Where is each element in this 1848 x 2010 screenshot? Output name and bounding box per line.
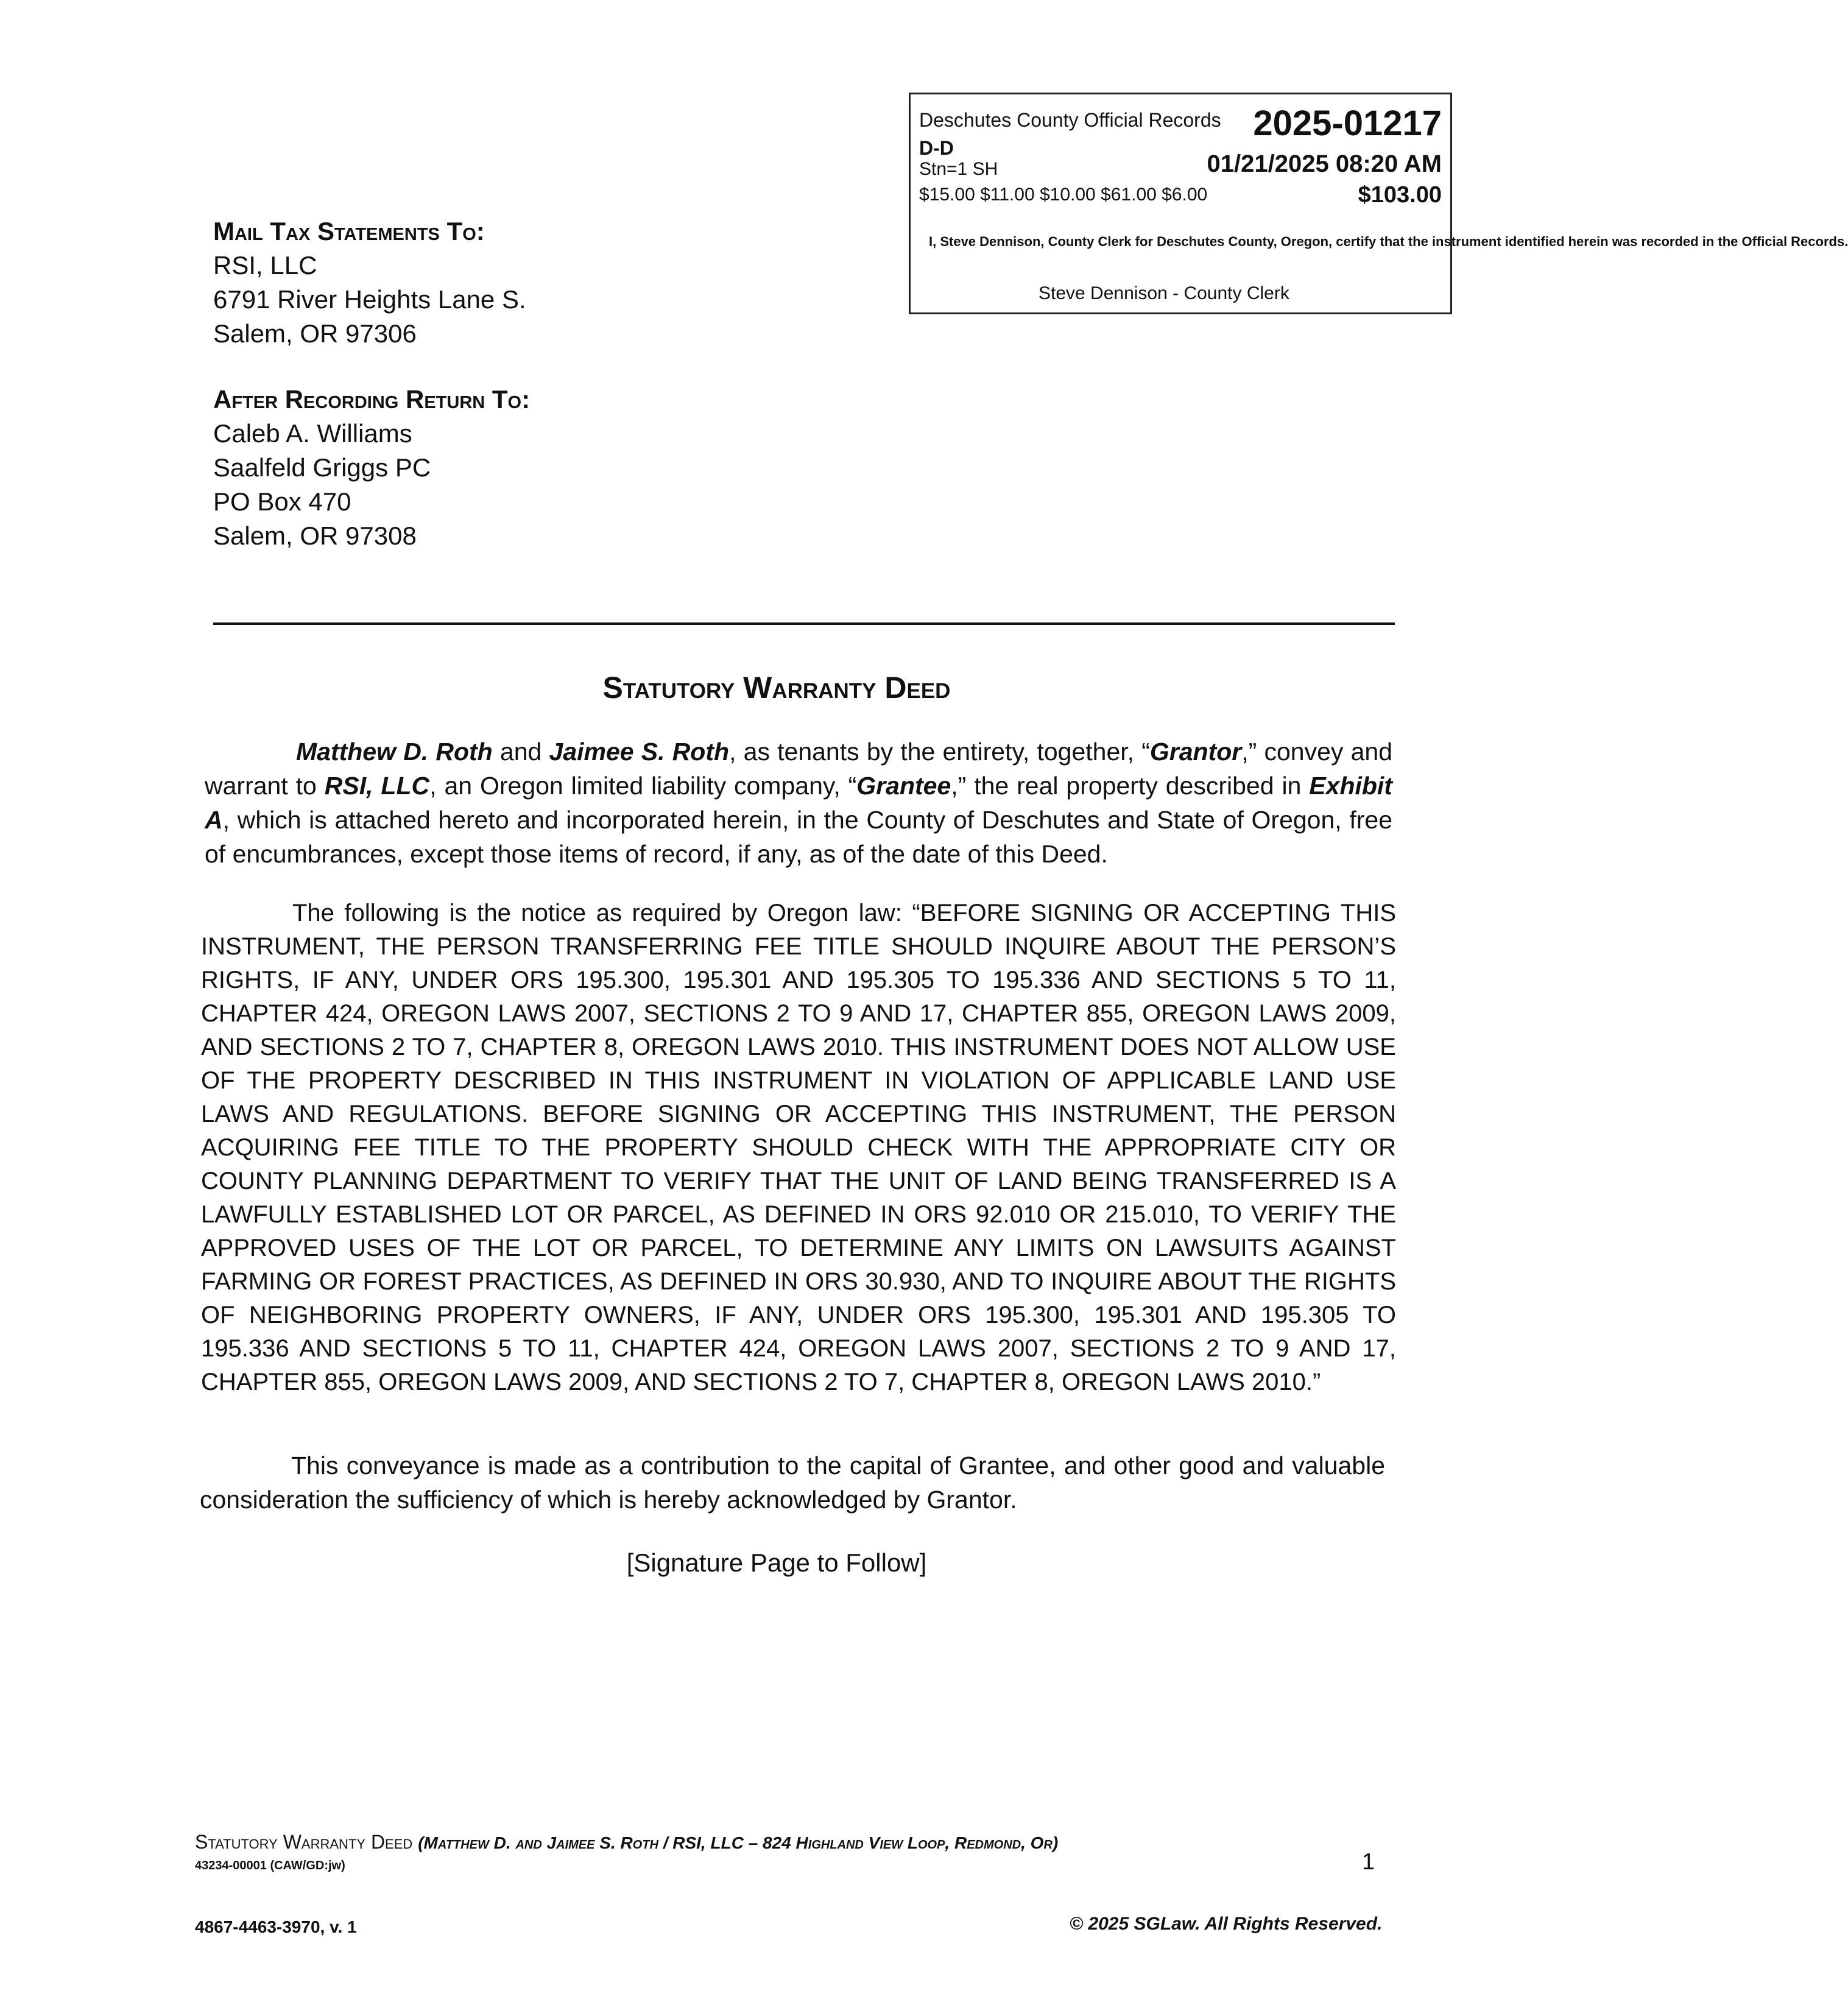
footer-doc-detail: (Matthew D. and Jaimee S. Roth / RSI, LLC – 824 Highland View Loop, Redmond, Or)	[418, 1833, 1059, 1852]
document-title: Statutory Warranty Deed	[602, 671, 951, 705]
stamp-document-number: 2025-01217	[1253, 104, 1442, 143]
stamp-recorded-datetime: 01/21/2025 08:20 AM	[1207, 150, 1442, 177]
grantor-name-1: Matthew D. Roth	[296, 738, 493, 766]
grantee-name: RSI, LLC	[324, 772, 430, 800]
stamp-clerk: Steve Dennison - County Clerk	[1039, 283, 1289, 303]
signature-page-note: [Signature Page to Follow]	[626, 1548, 927, 1577]
footer-matter-ref: 43234-00001 (CAW/GD:jw)	[195, 1859, 345, 1872]
footer-doc-id: 4867-4463-3970, v. 1	[195, 1917, 357, 1936]
grantor-name-2: Jaimee S. Roth	[549, 738, 730, 766]
consideration-paragraph	[200, 1448, 1385, 1517]
conveyance-paragraph	[205, 735, 1392, 871]
p1-text: ,” convey and warrant to	[205, 738, 1393, 800]
stamp-total: $103.00	[1358, 182, 1442, 208]
footer-doc-title: Statutory Warranty Deed	[195, 1831, 413, 1853]
grantor-label: Grantor	[1149, 738, 1242, 766]
return-to-heading: After Recording Return To:	[213, 385, 531, 414]
mail-tax-line: Salem, OR 97306	[213, 319, 417, 348]
horizontal-rule	[213, 622, 1395, 625]
page-number: 1	[1362, 1849, 1375, 1875]
stamp-office: Deschutes County Official Records	[919, 109, 1221, 131]
mail-tax-heading: Mail Tax Statements To:	[213, 217, 485, 245]
statutory-notice-paragraph	[201, 897, 1396, 1399]
mail-tax-line: RSI, LLC	[213, 251, 317, 280]
return-to-line: PO Box 470	[213, 487, 351, 516]
footer-title	[195, 1831, 1058, 1853]
p1-text: ,” the real property described in	[951, 772, 1310, 800]
return-to-line: Caleb A. Williams	[213, 419, 412, 448]
stamp-station: Stn=1 SH	[919, 159, 998, 179]
mail-tax-line: 6791 River Heights Lane S.	[213, 285, 526, 314]
stamp-doc-type: D-D	[919, 137, 954, 159]
mail-tax-block	[213, 214, 526, 351]
p1-text: , which is attached hereto and incorporated herein, in the County of Deschutes and State of Oregon, free of encumbrances, except those items of record, if any, as of the date of this Deed.	[205, 806, 1392, 868]
p1-text: , as tenants by the entirety, together, “	[729, 738, 1150, 766]
return-to-line: Saalfeld Griggs PC	[213, 453, 431, 482]
return-to-block	[213, 383, 530, 553]
footer-copyright: © 2025 SGLaw. All Rights Reserved.	[1070, 1914, 1383, 1934]
p1-and: and	[492, 738, 549, 766]
recording-stamp	[909, 93, 1848, 314]
consideration-text: This conveyance is made as a contribution to the capital of Grantee, and other good and valuable consideration the sufficiency of which is hereby acknowledged by Grantor.	[200, 1451, 1385, 1514]
return-to-line: Salem, OR 97308	[213, 521, 417, 550]
exhibit-reference: Exhibit A	[205, 772, 1392, 834]
statutory-notice-text: The following is the notice as required by Oregon law: “BEFORE SIGNING OR ACCEPTING THIS INSTRUMENT, THE PERSON TRANSFERRING FEE TITLE SHOULD INQUIRE ABOUT THE PERSON’S RIGHTS, IF ANY, UNDER ORS 195.300, 195.301 AND 195.305 TO 195.336 AND SECTIONS 5 TO 11, CHAPTER 424, OREGON LAWS 2007, SECTIONS 2 TO 9 AND 17, CHAPTER 855, OREGON LAWS 2009, AND SECTIONS 2 TO 7, CHAPTER 8, OREGON LAWS 2010. THIS INSTRUMENT DOES NOT ALLOW USE OF THE PROPERTY DESCRIBED IN THIS INSTRUMENT IN VIOLATION OF APPLICABLE LAND USE LAWS AND REGULATIONS. BEFORE SIGNING OR ACCEPTING THIS INSTRUMENT, THE PERSON ACQUIRING FEE TITLE TO THE PROPERTY SHOULD CHECK WITH THE APPROPRIATE CITY OR COUNTY PLANNING DEPARTMENT TO VERIFY THAT THE UNIT OF LAND BEING TRANSFERRED IS A LAWFULLY ESTABLISHED LOT OR PARCEL, AS DEFINED IN ORS 92.010 OR 215.010, TO VERIFY THE APPROVED USES OF THE LOT OR PARCEL, TO DETERMINE ANY LIMITS ON LAWSUITS AGAINST FARMING OR FOREST PRACTICES, AS DEFINED IN ORS 30.930, AND TO INQUIRE ABOUT THE RIGHTS OF NEIGHBORING PROPERTY OWNERS, IF ANY, UNDER ORS 195.300, 195.301 AND 195.305 TO 195.336 AND SECTIONS 5 TO 11, CHAPTER 424, OREGON LAWS 2007, SECTIONS 2 TO 9 AND 17, CHAPTER 855, OREGON LAWS 2009, AND SECTIONS 2 TO 7, CHAPTER 8, OREGON LAWS 2010.”	[201, 900, 1396, 1395]
stamp-certification: I, Steve Dennison, County Clerk for Deschutes County, Oregon, certify that the instrument identified herein was recorded in the Official Records.	[929, 234, 1848, 249]
stamp-fees: $15.00 $11.00 $10.00 $61.00 $6.00	[919, 185, 1208, 205]
grantee-label: Grantee	[856, 772, 951, 800]
p1-text: , an Oregon limited liability company, “	[429, 772, 857, 800]
